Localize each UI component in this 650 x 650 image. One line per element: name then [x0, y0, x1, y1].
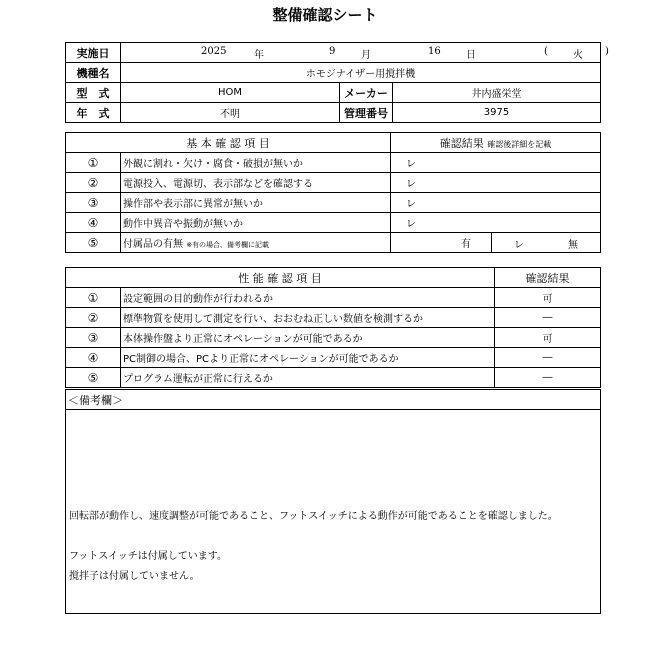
table-row [66, 308, 601, 328]
remarks-body [66, 410, 601, 614]
date-year-unit: 年 [254, 50, 264, 61]
page-title: 整備確認シート [272, 6, 378, 24]
table-row [66, 328, 601, 348]
date-label: 実施日 [66, 43, 121, 63]
date-month-unit: 月 [361, 50, 371, 61]
table-row [66, 153, 601, 173]
performance-item-text: 標準物質を使用して測定を行い、おおむね正しい数値を検測するか [121, 308, 495, 328]
performance-item-text: 設定範囲の目的動作が行われるか [121, 288, 495, 308]
performance-item-text: PC制御の場合、PCより正常にオペレーションが可能であるか [121, 348, 495, 368]
performance-item-no: ⑤ [66, 368, 121, 388]
performance-item-result: 可 [495, 328, 601, 348]
date-value [121, 43, 609, 63]
basic-result-header [391, 133, 601, 153]
accessory-note: ※有の場合、備考欄に記載 [186, 241, 270, 249]
basic-item-no: ① [66, 153, 121, 173]
table-row [66, 233, 601, 253]
remarks-line: 撹拌子は付属していません。 [69, 571, 200, 582]
basic-header: 基 本 確 認 項 目 [66, 133, 391, 153]
basic-item-result: レ [391, 153, 601, 173]
performance-item-no: ① [66, 288, 121, 308]
accessory-text-cell [121, 233, 391, 253]
remarks-table [65, 389, 601, 614]
table-row [66, 368, 601, 388]
basic-item-text: 外観に割れ・欠け・腐食・破損が無いか [121, 153, 391, 173]
table-row [66, 213, 601, 233]
performance-item-text: プログラム運転が正常に行えるか [121, 368, 495, 388]
table-row [66, 173, 601, 193]
control-no-value: 3975 [393, 103, 601, 123]
accessory-yes: 有 [391, 233, 492, 253]
remarks-label: ＜備考欄＞ [66, 390, 601, 410]
accessory-none: 無 [568, 240, 579, 251]
performance-item-no: ② [66, 308, 121, 328]
weekday-close: ) [605, 46, 609, 57]
basic-result-note: 確認後詳細を記載 [487, 139, 552, 149]
model-label: 型 式 [66, 83, 121, 103]
remarks-line: フットスイッチは付属しています。 [69, 551, 227, 562]
table-row [66, 348, 601, 368]
basic-item-no: ② [66, 173, 121, 193]
performance-item-result: 可 [495, 288, 601, 308]
performance-item-result: ― [495, 308, 601, 328]
date-month: 9 [329, 46, 336, 57]
basic-item-result: レ [391, 173, 601, 193]
performance-header: 性 能 確 認 項 目 [66, 268, 495, 288]
performance-item-no: ④ [66, 348, 121, 368]
performance-result-header: 確認結果 [495, 268, 601, 288]
basic-item-result: レ [391, 193, 601, 213]
performance-item-no: ③ [66, 328, 121, 348]
accessory-text: 付属品の有無 [123, 239, 183, 250]
maker-value: 井内盛栄堂 [393, 83, 601, 103]
equipment-value: ホモジナイザー用撹拌機 [121, 63, 601, 83]
model-value: HOM [121, 83, 340, 103]
year-value: 不明 [121, 103, 340, 123]
basic-item-result: レ [391, 213, 601, 233]
performance-check-table [65, 267, 601, 388]
basic-check-table [65, 132, 601, 253]
accessory-no: ⑤ [66, 233, 121, 253]
basic-item-text: 操作部や表示部に異常が無いか [121, 193, 391, 213]
basic-item-no: ④ [66, 213, 121, 233]
info-table [65, 42, 609, 123]
date-weekday: 火 [573, 50, 583, 61]
performance-item-result: ― [495, 348, 601, 368]
performance-item-result: ― [495, 368, 601, 388]
control-no-label: 管理番号 [340, 103, 393, 123]
basic-item-text: 動作中異音や振動が無いか [121, 213, 391, 233]
maker-label: メーカー [340, 83, 393, 103]
remarks-line: 回転部が動作し、速度調整が可能であること、フットスイッチによる動作が可能であることを確認しました。 [69, 511, 558, 522]
year-label: 年 式 [66, 103, 121, 123]
date-year: 2025 [201, 46, 227, 57]
accessory-no-cell [492, 233, 601, 253]
date-day: 16 [428, 46, 441, 57]
table-row [66, 288, 601, 308]
date-day-unit: 日 [466, 50, 476, 61]
weekday-open: ( [544, 46, 548, 57]
accessory-mark: レ [514, 240, 525, 251]
basic-item-text: 電源投入、電源切、表示部などを確認する [121, 173, 391, 193]
performance-item-text: 本体操作盤より正常にオペレーションが可能であるか [121, 328, 495, 348]
equipment-label: 機種名 [66, 63, 121, 83]
basic-item-no: ③ [66, 193, 121, 213]
table-row [66, 193, 601, 213]
basic-result-label: 確認結果 [439, 136, 484, 150]
